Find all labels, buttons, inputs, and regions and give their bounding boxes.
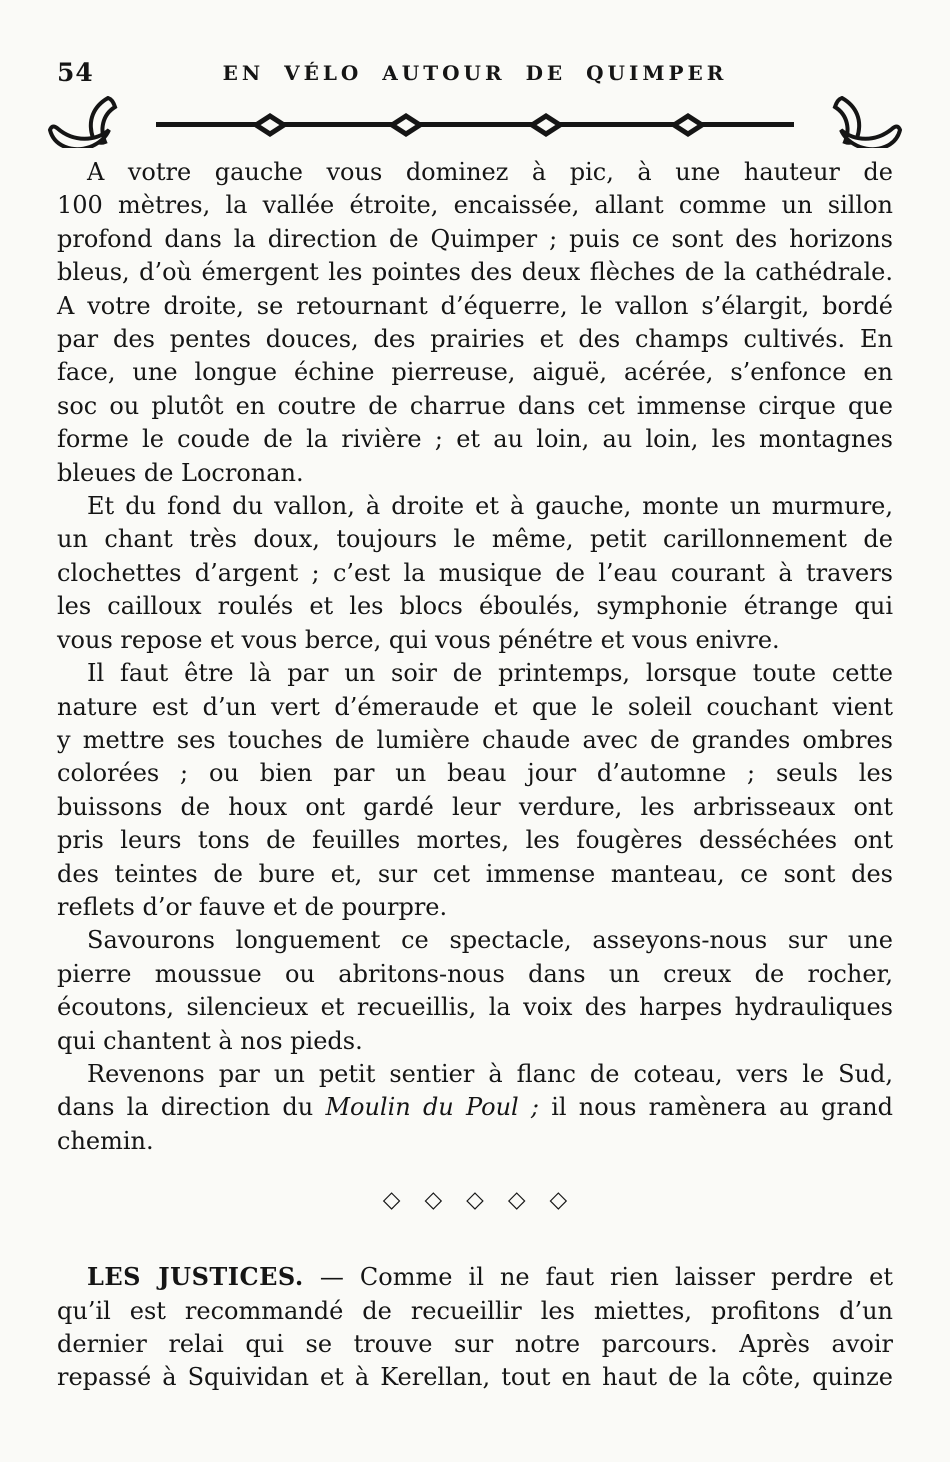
text-segment: y mettre ses touches de lumière chaude avec de grandes ombres	[57, 725, 893, 754]
text-segment: par des pentes douces, des prairies et des champs cultivés. En	[57, 325, 893, 354]
diamond-glyph-icon: ◇	[507, 1187, 526, 1214]
page-header	[0, 58, 950, 88]
text-segment: buissons de houx ont gardé leur verdure, les arbrisseaux ont	[57, 792, 893, 821]
text-line	[57, 156, 893, 189]
paragraph	[57, 924, 893, 1058]
text-line	[57, 523, 893, 556]
text-segment: les cailloux roulés et les blocs éboulés, symphonie étrange qui	[57, 592, 893, 621]
text-segment: 100 mètres, la vallée étroite, encaissée, allant comme un sillon	[57, 191, 893, 220]
text-line	[57, 256, 893, 289]
text-line	[57, 1058, 893, 1091]
text-segment: chemin.	[57, 1126, 154, 1155]
text-line	[57, 1295, 893, 1328]
text-line	[57, 924, 893, 957]
text-line	[57, 891, 893, 924]
body-text	[57, 156, 893, 1395]
diamond-glyph-icon: ◇	[424, 1187, 443, 1214]
running-title: EN VÉLO AUTOUR DE QUIMPER	[222, 61, 728, 85]
text-line	[57, 1328, 893, 1361]
text-line	[57, 423, 893, 456]
text-segment: A votre droite, se retournant d’équerre, le vallon s’élargit, bordé	[57, 291, 893, 320]
text-line	[57, 824, 893, 857]
text-segment: face, une longue échine pierreuse, aiguë, acérée, s’enfonce en	[57, 358, 893, 387]
text-segment: A votre gauche vous dominez à pic, à une hauteur de	[87, 158, 893, 186]
text-line	[57, 356, 893, 389]
text-line	[57, 1025, 893, 1058]
header-ornament	[44, 96, 906, 148]
paragraph	[57, 490, 893, 657]
text-segment: colorées ; ou bien par un beau jour d’automne ; seuls les	[57, 759, 893, 788]
text-line	[57, 691, 893, 724]
text-segment: écoutons, silencieux et recueillis, la voix des harpes hydrauliques	[57, 993, 893, 1022]
text-line	[57, 557, 893, 590]
page-number: 54	[57, 58, 94, 87]
text-line	[57, 624, 893, 657]
text-segment: Il faut être là par un soir de printemps, lorsque toute cette	[87, 659, 893, 688]
text-segment: dernier relai qui se trouve sur notre parcours. Après avoir	[57, 1330, 893, 1358]
place-name-italic: Moulin du Poul ;	[325, 1093, 540, 1122]
text-segment: clochettes d’argent ; c’est la musique de l’eau courant à travers	[57, 558, 893, 587]
section-divider	[57, 1184, 893, 1216]
text-segment: Et du fond du vallon, à droite et à gauche, monte un murmure,	[87, 492, 893, 521]
text-line	[57, 724, 893, 757]
text-segment: reflets d’or fauve et de pourpre.	[57, 892, 448, 921]
diamond-glyph-icon: ◇	[549, 1187, 568, 1214]
text-segment: Savourons longuement ce spectacle, asseyons-nous sur une	[87, 926, 893, 955]
text-segment: qui chantent à nos pieds.	[57, 1026, 363, 1055]
text-segment: bleus, d’où émergent les pointes des deux flèches de la cathédrale.	[57, 258, 893, 287]
text-segment: un chant très doux, toujours le même, petit carillonnement de	[57, 525, 893, 554]
text-segment: pierre moussue ou abritons-nous dans un creux de rocher,	[57, 959, 893, 988]
text-line	[57, 1260, 893, 1294]
ornament-rule-icon	[44, 96, 906, 148]
text-line	[57, 991, 893, 1024]
text-segment: bleues de Locronan.	[57, 458, 304, 487]
diamond-glyph-icon: ◇	[466, 1187, 484, 1214]
text-segment: dans la direction du	[57, 1093, 326, 1122]
section-title: LES JUSTICES.	[87, 1262, 304, 1292]
text-segment: vous repose et vous berce, qui vous pénétre et vous enivre.	[57, 625, 780, 654]
text-line	[57, 223, 893, 256]
text-line	[57, 323, 893, 356]
paragraph	[57, 1260, 893, 1395]
text-segment: Revenons par un petit sentier à flanc de coteau, vers le Sud,	[87, 1059, 893, 1088]
text-line	[57, 1091, 893, 1124]
text-line	[57, 858, 893, 891]
text-segment: repassé à Squividan et à Kerellan, tout en haut de la côte, quinze	[57, 1363, 893, 1392]
text-segment: il nous ramènera au grand	[539, 1093, 893, 1122]
text-line	[57, 657, 893, 690]
text-segment: forme le coude de la rivière ; et au loin, au loin, les montagnes	[57, 425, 893, 454]
paragraph	[57, 156, 893, 490]
text-line	[57, 390, 893, 423]
paragraph	[57, 657, 893, 924]
text-line	[57, 290, 893, 323]
text-segment: pris leurs tons de feuilles mortes, les fougères desséchées ont	[57, 826, 893, 855]
text-segment: — Comme il ne faut rien laisser perdre et	[303, 1263, 893, 1292]
text-line	[57, 457, 893, 490]
text-line	[57, 590, 893, 623]
text-segment: profond dans la direction de Quimper ; puis ce sont des horizons	[57, 224, 893, 253]
text-line	[57, 1125, 893, 1158]
text-segment: soc ou plutôt en coutre de charrue dans cet immense cirque que	[57, 391, 893, 420]
text-line	[57, 1361, 893, 1394]
text-line	[57, 189, 893, 222]
text-line	[57, 490, 893, 523]
diamond-glyph-icon: ◇	[382, 1187, 401, 1214]
paragraph	[57, 1058, 893, 1158]
text-line	[57, 757, 893, 790]
text-line	[57, 791, 893, 824]
text-segment: qu’il est recommandé de recueillir les miettes, profitons d’un	[57, 1296, 893, 1325]
text-line	[57, 958, 893, 991]
text-segment: des teintes de bure et, sur cet immense manteau, ce sont des	[57, 859, 893, 888]
text-segment: nature est d’un vert d’émeraude et que le soleil couchant vient	[57, 692, 893, 721]
